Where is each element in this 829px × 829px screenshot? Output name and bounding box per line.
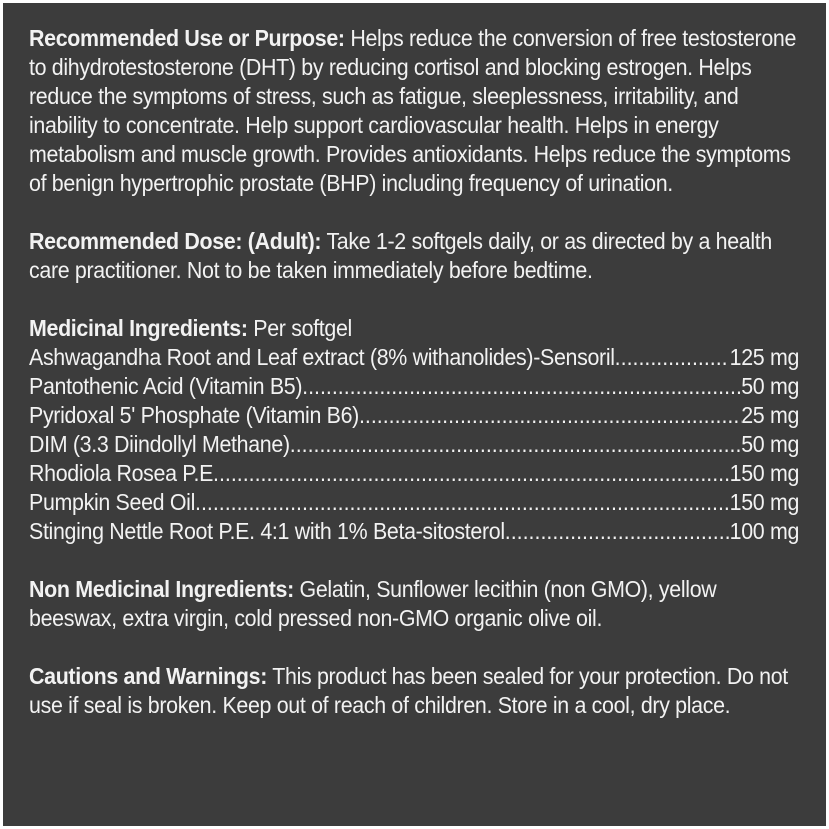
dot-leader [615,343,730,372]
label-content [29,24,799,749]
cautions-heading: Cautions and Warnings: [29,663,268,689]
ingredient-name: DIM (3.3 Diindollyl Methane) [29,431,290,457]
dot-leader [302,372,741,401]
ingredient-row [29,517,799,546]
cautions-text: This product has been sealed for your protection. Do not use if seal is broken. Keep out of reach of children. Store in a cool, dry place. [29,663,788,718]
dose-section [29,227,799,285]
ingredient-amount: 50 mg [741,431,800,457]
ingredient-name: Stinging Nettle Root P.E. 4:1 with 1% Beta-sitosterol [29,518,505,544]
dot-leader [195,488,730,517]
ingredient-amount: 25 mg [741,402,800,428]
dose-heading: Recommended Dose: (Adult): [29,228,322,254]
ingredient-amount: 50 mg [741,373,800,399]
ingredient-name: Pyridoxal 5' Phosphate (Vitamin B6) [29,402,359,428]
ingredient-name: Ashwagandha Root and Leaf extract (8% withanolides)-Sensoril [29,344,615,370]
non-medicinal-text: Gelatin, Sunflower lecithin (non GMO), yellow beeswax, extra virgin, cold pressed non-GMO organic olive oil. [29,576,717,631]
non-medicinal-section [29,575,799,633]
ingredient-row [29,430,799,459]
dose-text: Take 1-2 softgels daily, or as directed by a health care practitioner. Not to be taken immediately before bedtime. [29,228,772,283]
ingredient-row [29,343,799,372]
ingredient-name: Rhodiola Rosea P.E [29,460,214,486]
ingredient-name: Pantothenic Acid (Vitamin B5) [29,373,303,399]
dot-leader [290,430,741,459]
ingredient-amount: 150 mg [729,460,800,486]
ingredient-row [29,459,799,488]
dot-leader [213,459,730,488]
medicinal-subtitle: Per softgel [247,315,352,341]
non-medicinal-heading: Non Medicinal Ingredients: [29,576,294,602]
ingredient-amount: 150 mg [729,489,800,515]
ingredient-row [29,372,799,401]
use-section [29,24,799,198]
ingredient-amount: 100 mg [729,518,800,544]
ingredient-row [29,488,799,517]
medicinal-section [29,314,799,546]
use-heading: Recommended Use or Purpose: [29,25,345,51]
use-text: Helps reduce the conversion of free testosterone to dihydrotestosterone (DHT) by reducing cortisol and blocking estrogen. Helps reduce the symptoms of stress, such as fatigue, sleeplessness, irritability, and inability to concentrate. Help support cardiovascular health. Helps in energy metabolism and muscle growth. Provides antioxidants. Helps reduce the symptoms of benign hypertrophic prostate (BHP) including frequency of urination. [29,25,797,196]
medicinal-heading: Medicinal Ingredients: [29,315,248,341]
ingredient-row [29,401,799,430]
dot-leader [359,401,741,430]
ingredient-name: Pumpkin Seed Oil [29,489,196,515]
medicinal-header [29,314,799,343]
cautions-section [29,662,799,720]
ingredient-amount: 125 mg [729,344,800,370]
label-panel [3,3,826,826]
dot-leader [505,517,730,546]
